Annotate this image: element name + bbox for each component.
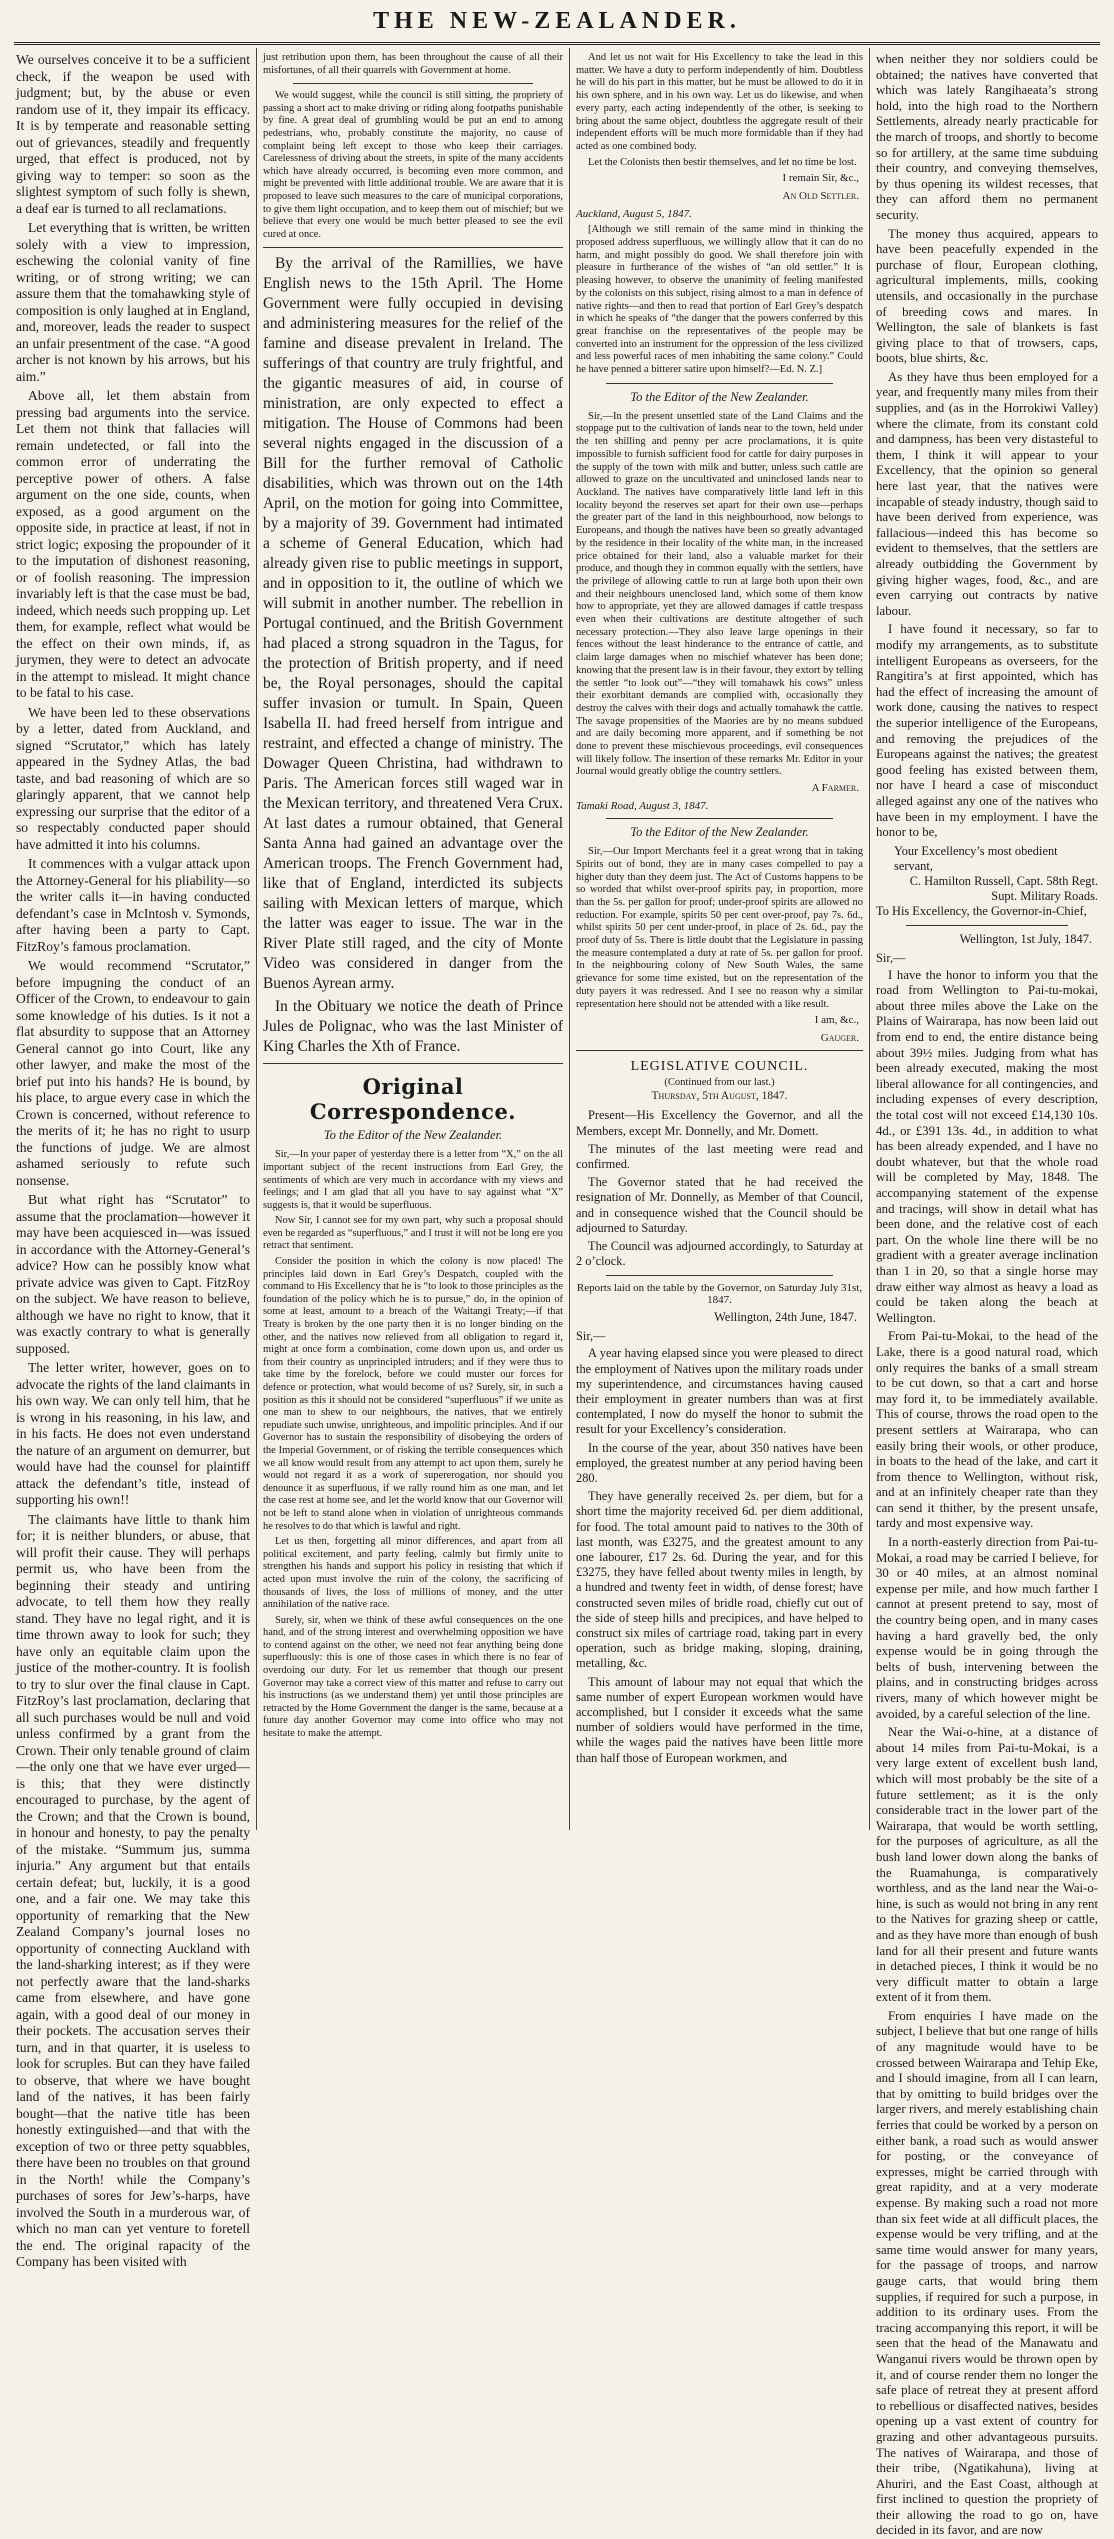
letter-paragraph: Let the Colonists then bestir themselves, and let no time be lost. bbox=[588, 156, 857, 168]
editorial-paragraph: But what right has “Scrutator” to assume that the proclamation—however it may have been acquiesced in—was issued in accordance with the Attorney-General’s advice? How can he possibly know what private advice was given to Capt. FitzRoy on the subject. We have reason to believe, although we have no right to know, that it was exactly contrary to what is generally supposed. bbox=[16, 1192, 250, 1356]
section-divider bbox=[606, 818, 833, 819]
council-paragraph: The Governor stated that he had received the resignation of Mr. Donnelly, as Member of that Council, and in consequence wished that the Council should be adjourned to Saturday. bbox=[576, 1175, 863, 1235]
section-divider bbox=[263, 247, 563, 248]
report-paragraph: I have the honor to inform you that the road from Wellington to Pai-tu-mokai, about three miles above the Lake on the Plains of Wairarapa, has now been laid out from end to end, the entire distance being about 39½ miles. Judging from what has been already executed, making the most liberal allowance for all contingencies, and including expenses of every description, the total cost will not exceed £14,130 10s. 4d., or £391 13s. 4d., in addition to what has been already expended, and I have no doubt whatever, but that the whole road will be completed by May, 1848. The accompanying statement of the expense and tracings, will show in detail what has been done, and the relative cost of each part. On the whole line there will be no gradient with a greater average inclination than 1 in 20, so that a single horse may draw either way almost as heavy a load as could be taken along the beach at Wellington. bbox=[876, 967, 1098, 1325]
report-paragraph: As they have thus been employed for a year, and frequently many miles from their supplies, and (as in the Horrokiwi Valley) where the climate, from its constant cold and dampness, has been very distasteful to them, I think it will appear to your Excellency, that the opinion so general here last year, that the natives were incapable of steady industry, though said to have been derived from experience, was fallacious—indeed this has become so evident to themselves, that the settlers are already outbidding the Government by giving higher wages, food, &c., and are even carrying out contracts by native labour. bbox=[876, 369, 1099, 618]
report-paragraph: In the course of the year, about 350 natives have been employed, the greatest number at any period having been 280. bbox=[576, 1440, 863, 1485]
masthead bbox=[10, 0, 1104, 42]
notice-paragraph: We would suggest, while the council is still sitting, the propriety of passing a short act to make driving or riding along footpaths punishable by fine. A great deal of grumbling would be put an end to among pedestrians, who, probably constitute the majority, no cause of complaint being left except to those who keep their carriages. Carelessness of driving about the streets, in spite of the many accidents which have already occurred, is becoming even more common, and might be prevented with little additional trouble. We are aware that it is proposed to leave such measures to the care of municipal corporations, to give them light occupation, and to keep them out of mischief; but we believe that every one would be much better pleased to see the evil cured at once. bbox=[263, 90, 563, 240]
report-paragraph: From enquiries I have made on the subject, I believe that but one range of hills of any magnitude would have to be crossed between Wairarapa and Tehip Eke, and I should imagine, from all I can learn, that by omitting to build bridges over the larger rivers, and merely establishing chain ferries that could be worked by a person on either bank, a road such as would answer for posting, or the conveyance of expresses, might be carried through with great rapidity, and at a very moderate expense. By making such a road not more than six feet wide at all difficult places, the expense would be very trifling, and at the same time would answer for many years, for the passage of troops, and narrow gauge carts, that would bring them supplies, if required for such a purpose, in addition to its ordinary uses. From the tracing accompanying this report, it will be seen that the head of the Manawatu and Wanganui rivers would be thrown open by it, and of course render them no longer the safe place of retreat they at present afford to rebellious or disaffected natives, besides opening up a vast extent of country for grazing and other advantageous pursuits. The natives of Wairarapa, and those of their tribe, (Ngatikahuna), living at Ahuriri, and the East Coast, although at first inclined to question the propriety of their allowing the road to go on, have decided in its favor, and are now bbox=[876, 2008, 1098, 2538]
letter-signature: Gauger. bbox=[820, 1032, 859, 1045]
letter-paragraph: Now Sir, I cannot see for my own part, why such a proposal should even be regarded as “superfluous,” and I trust it will not be long ere you retract that sentiment. bbox=[263, 1215, 563, 1252]
editorial-paragraph: Let everything that is written, be written solely with a view to impression, eschewing the colonial vanity of fine writing, or of strong writing; we can assure them that the tomahawking style of composition is only laughed at in England, and, moreover, leads the reader to suspect an unfair presentment of the case. “A good archer is not known by his arrows, but his aim.” bbox=[16, 220, 250, 384]
section-divider bbox=[263, 1063, 563, 1064]
letter-closing: I remain Sir, &c., bbox=[782, 172, 859, 185]
report-addressee: To His Excellency, the Governor-in-Chief, bbox=[876, 903, 1087, 918]
correspondence-letter bbox=[263, 1149, 563, 1740]
editorial-paragraph: Above all, let them abstain from pressing bad arguments into the service. Let them not think that fallacies will remain undetected, or fall into the common error of underrating the perceptive power of others. A false argument on the one side, counts, when exposed, as a good argument on the opposite side, in practice at least, if not in strict logic; exposing the propounder of it to the imputation of dishonest reasoning, or of foolish reasoning. The impression invariably left is that the case must be bad, indeed, which needs such propping up. Let them, for example, reflect what would be the effect on their own minds, if, as jurymen, they were to detect an advocate in the attempt to mislead. It might chance to be fatal to his case. bbox=[16, 388, 250, 700]
report-paragraph: This amount of labour may not equal that which the same number of expert European workmen would have accomplished, but I consider it exceeds what the same number of soldiers would have performed in the time, while the wages paid the natives have been little more than half those of European workmen, and bbox=[576, 1674, 863, 1765]
council-date: Thursday, 5th August, 1847. bbox=[651, 1090, 788, 1103]
council-subheading: (Continued from our last.) bbox=[664, 1077, 775, 1089]
column-3 bbox=[570, 48, 870, 1830]
council-report bbox=[576, 1108, 863, 1269]
masthead-title: THE NEW-ZEALANDER. bbox=[373, 7, 741, 34]
masthead-rule bbox=[14, 42, 1100, 45]
letter-heading: To the Editor of the New Zealander. bbox=[630, 825, 809, 840]
editorial-paragraph: We would recommend “Scrutator,” before impugning the conduct of an Officer of the Crown, to endeavour to gain some knowledge of his duties. Is it not a flat absurdity to suppose that an Attorney General cannot go into Court, like any other lawyer, and make the most of the brief put into his hands? He is bound, by his place, to argue every case in which the Crown is concerned, without reference to the merits of it; he has no right to usurp the functions of judge. We are almost ashamed seriously to refute such nonsense. bbox=[16, 958, 250, 1188]
report-paragraph: From Pai-tu-Mokai, to the head of the Lake, there is a good natural road, which only requires the banks of a small stream to be cut down, so that a cart and horse may ford it, to be immediately available. This of course, throws the road open to the present settlers at Wairarapa, who can easily bring their wools, or other produce, in boats to the head of the lake, and cart it from thence to Wellington, without risk, and at an infinitely cheaper rate than they can send it thither, by the present unsafe, tardy and most expensive way. bbox=[876, 1329, 1098, 1531]
editorial-paragraph: It commences with a vulgar attack upon the Attorney-General for his pliability—so the writer calls it—in having conducted defendant’s case in McIntosh v. Symonds, after having been a party to Capt. FitzRoy’s famous proclamation. bbox=[16, 856, 250, 954]
report-dateline: Wellington, 24th June, 1847. bbox=[714, 1310, 857, 1325]
editor-note: [Although we still remain of the same mind in thinking the proposed address superfluous, we willingly allow that it can do no harm, and might possibly do good. We shall therefore join with pleasure in furtherance of the wishes of “an old settler.” It is pleasing however, to observe the unanimity of feeling manifested by the colonists on this subject, rising almost to a man in defence of native rights—and then to read that portion of Earl Grey’s despatch in which he speaks of “the danger that the powers conferred by this great franchise on the representatives of the people may be converted into an instrument for the oppression of the less civilized and less powerful races of men inhabiting the same colony.” Could he have penned a bitterer satire upon himself?—Ed. N. Z.] bbox=[576, 224, 863, 376]
editorial-continuation bbox=[263, 52, 563, 77]
letter-dateline: Tamaki Road, August 3, 1847. bbox=[576, 800, 709, 813]
letter-dateline: Auckland, August 5, 1847. bbox=[576, 208, 692, 221]
report-paragraph: Near the Wai-o-hine, at a distance of about 14 miles from Pai-tu-Mokai, is a very large extent of excellent bush land, which will most probably be the site of a future settlement; as it is the only considerable tract in the lower part of the Wairarapa, that would be worth settling, for the purposes of agriculture, as all the bush land lower down along the banks of the Ruamahunga, is comparatively worthless, and as the land near the Wai-o-hine, is such as would not bring in any rent to the Natives for grazing sheep or cattle, and as they have more than enough of bush land for all their present and future wants in detached pieces, I think it would be no very difficult matter to obtain a large extent of it from them. bbox=[876, 1725, 1098, 2005]
editorial-article bbox=[16, 52, 250, 2271]
editorial-paragraph: The claimants have little to thank him for; it is neither blunders, or abuse, that will profit their cause. They will perhaps permit us, who have been from the beginning their steady and untiring advocate, to tell them how they really stand. They have no legal right, and it is time thrown away to look for such; they have only an equitable claim upon the justice of the mother-country. It is foolish to try to slur over the final clause in Capt. FitzRoy’s last proclamation, declaring that all such purchases would be null and void unless confirmed by a grant from the Crown. Their only tenable ground of claim—the only one that we have ever urged—is this; that they were distinctly encouraged to purchase, by the agent of the Crown; and that the Crown is bound, in honour and honesty, to pay the penalty of the mistake. “Summum jus, summa injuria.” Any argument but that entails certain defeat; but, luckily, it is a good one, and a fair one. We may take this opportunity of remarking that the New Zealand Company’s journal loses no opportunity of connecting Auckland with the land-sharking interest; as if they were not perfectly aware that the land-sharks came from elsewhere, and have gone again, with a good deal of our money in their pockets. The accusation serves their turn, and in that quarter, it is useless to look for scruples. But can they have failed to observe, that where we have bought land of the natives, it has been fairly bought—that the native title has been honestly extinguished—and that with the exception of two or three petty squabbles, there have been no troubles on that ground in the North! while the Company’s purchases of sores for Jew’s-harps, have involved the South in a murderous war, of which no man can yet venture to foretell the end. The original rapacity of the Company has been visited with bbox=[16, 1511, 250, 2269]
council-paragraph: Present—His Excellency the Governor, and all the Members, except Mr. Donnelly, and Mr. Domett. bbox=[576, 1108, 863, 1138]
report-salutation: Sir,— bbox=[876, 950, 906, 965]
column-1 bbox=[10, 48, 257, 2269]
letter-signature: An Old Settler. bbox=[782, 190, 859, 203]
news-paragraph: By the arrival of the Ramillies, we have English news to the 15th April. The Home Government were fully occupied in devising and administering measures for the relief of the famine and disease prevalent in Ireland. The sufferings of that country are truly frightful, and the gigantic measures of aid, in course of ministration, are only expected to effect a mitigation. The House of Commons had been several nights engaged in the discussion of a Bill for the further removal of Catholic disabilities, which was thrown out on the 14th April, on the motion for going into Committee, by a majority of 39. Government had intimated a scheme of General Education, which had already given rise to public meetings in support, and in opposition to it, the outline of which we will submit in another number. The rebellion in Portugal continued, and the British Government had placed a strong squadron in the Tagus, for the protection of British property, and if need be, the Royal personages, should the capital suffer invasion or tumult. In Spain, Queen Isabella II. had freed herself from intrigue and restraint, and effected a change of ministry. The Dowager Queen Christina, had withdrawn to Paris. The American forces still waged war in the Mexican territory, and threatened Vera Crux. At last dates a rumour obtained, that General Santa Anna had gained an advantage over the American troops. The French Government had, like that of England, interdicted its subjects sailing with Mexican letters of marque, which the latter was eager to issue. The war in the River Plate still raged, and the city of Monte Video was considered in danger from the Buenos Ayrean army. bbox=[263, 255, 563, 993]
columns bbox=[10, 48, 1104, 2538]
letter-paragraph: Let us then, forgetting all minor differences, and apart from all political excitement, and party feeling, calmly but firmly unite to strengthen his hands and support his policy in resisting that which if acted upon must involve the ruin of the colony, the sacrificing of thousands of lives, the loss of millions of money, and the utter annihilation of the native race. bbox=[263, 1536, 563, 1611]
section-divider bbox=[293, 83, 533, 84]
news-paragraph: In the Obituary we notice the death of Prince Jules de Polignac, who was the last Minister of King Charles the Xth of France. bbox=[263, 998, 563, 1056]
editorial-paragraph: We ourselves conceive it to be a sufficient check, if the weapon be used with judgment; but, by the abuse or even random use of it, they impair its efficacy. It is by temperate and reasonable setting out of grievances, steadily and frequently urged, that effect is produced, not by giving way to temper: so soon as the slightest symptom of such folly is shewn, a deaf ear is turned to all reclamations. bbox=[16, 52, 250, 216]
report-closing: Your Excellency’s most obedient servant, bbox=[894, 843, 1058, 873]
letter-signature: A Farmer. bbox=[811, 782, 859, 795]
report-paragraph: They have generally received 2s. per diem, but for a short time the majority received 6d. per diem additional, for food. The total amount paid to natives to the 30th of last month, was £3275, and the greatest amount to any one labourer, £17 2s. 6d. During the year, and for this £3275, they have felled about twenty miles in length, by a hundred and twenty feet in width, of dense forest; have constructed seven miles of bridle road, chiefly cut out of the side of steep hills and precipices, and have helped to construct six miles of cartriage road, taking part in every operation, such as bridge making, sloping, draining, metalling, &c. bbox=[576, 1489, 863, 1671]
section-divider bbox=[606, 1275, 833, 1276]
section-divider bbox=[576, 1050, 863, 1051]
letter-closing: I am, &c., bbox=[814, 1014, 859, 1027]
military-roads-report bbox=[576, 1346, 863, 1765]
letter-continuation bbox=[576, 52, 863, 169]
english-news-article bbox=[263, 254, 563, 1057]
report-paragraph: A year having elapsed since you were pleased to direct the employment of Natives upon the military roads under my superintendence, and circumstances having caused their employment in greater numbers than was at first contemplated, I now do myself the honor to submit the result for your Excellency’s consideration. bbox=[576, 1346, 863, 1437]
report-paragraph: In a north-easterly direction from Pai-tu-Mokai, a road may be carried I believe, for 30 or 40 miles, at an almost nominal expense per mile, and how much farther I cannot at present pretend to say, most of the country being open, and in many cases having a hard gravelly bed, the only expense would be in going through the belts of bush, intervening between the plains, and in constructing bridges across rivers, many of which however might be avoided, by a careful selection of the line. bbox=[876, 1535, 1098, 1721]
column-2 bbox=[257, 48, 570, 1830]
report-salutation: Sir,— bbox=[576, 1329, 606, 1344]
letter-paragraph: Sir,—Our Import Merchants feel it a great wrong that in taking Spirits out of bond, they are in many cases compelled to pay a higher duty than they deem just. The Act of Customs happens to be so worded that whilst over-proof spirits pay, in proportion, more than the 5s. per gallon for proof; under-proof spirits are allowed no reduction. For example, spirits 50 per cent over-proof, pay 7s. 6d., whilst spirits 50 per cent under-proof, in place of 2s. 6d., pay the proof duty of 5s. There is little doubt that the Legislature in passing the measure contemplated a duty at rate of 5s. per gallon for proof. In the neighbouring colony of New South Wales, the same grievance for some time existed, but on the representation of the duty payers it was redressed. And I see no reason why a similar representation here should not be attended with a like result. bbox=[576, 846, 863, 1010]
letter-paragraph: Sir,—In the present unsettled state of the Land Claims and the stoppage put to the cultivation of lands near to the town, held under the ten shilling and penny per acre proclamations, it is quite impossible to furnish sufficient food for cattle for dairy purposes in the supply of the town with milk and butter, unless such cattle are allowed to graze on the uncultivated and uninclosed lands near to Auckland. The natives have comparatively little land left in this locality beyond the reserves set apart for their own use—perhaps the greater part of the land in this neighbourhood, now belongs to Europeans, and though the natives have been so greatly advantaged by the residence in their locality of the white man, in the increased price obtained for their land, also a valuable market for their produce, and though they in common equally with the settlers, have the privilege of allowing cattle to run at large both upon their own and their neighbours unenclosed land, which some of them know how to appropriate, yet they are allowed damages if cattle trespass even when their cultivations are destitute altogether of such necessary protection.—They also leave large openings in their fences without the least hinderance to the entrance of cattle, and claim large damages when no mischief whatever has been done; knowing that the present law is in their favour, they extort by telling the settler “to look out”—“they will tomahawk his cows” unless their exorbitant demands are complied with, occasionally they destroy the calves with their dogs and actually tomahawk the cattle. The savage propensities of the Maories are by no means subdued and are daily becoming more apparent, and if something be not done to prevent these mischievous proceedings, evil consequences will likely follow. The insertion of these remarks Mr. Editor in your Journal would greatly oblige the country settlers. bbox=[576, 410, 863, 778]
council-paragraph: The minutes of the last meeting were read and confirmed. bbox=[576, 1141, 863, 1171]
report-signature: C. Hamilton Russell, Capt. 58th Regt. bbox=[909, 873, 1098, 888]
letter-paragraph: Sir,—In your paper of yesterday there is a letter from “X,” on the all important subject of the recent instructions from Earl Grey, the sentiments of which are very much in accordance with my views and feelings; and I am glad that all you have to say against what “X” suggests is, that it would be superfluous. bbox=[263, 1149, 563, 1211]
correspondence-heading: Original Correspondence. bbox=[309, 1074, 517, 1125]
letter-paragraph: Consider the position in which the colony is now placed! The principles laid down in Earl Grey’s Despatch, coupled with the command to His Excellency that he is “to look to those principles as the foundation of the policy which he is to pursue,” do, in the opinion of some at least, amount to a breach of the Waitangi Treaty;—if that Treaty is broken by the one party then it is no longer binding on the other, and the natives now relieved from all obligation to regard it, might at once form a combination, come down upon us, and order us from their country as unprincipled intruders; and if they were thus to take time by the forelock, before we could muster our forces for defence or protection, what would become of us? Surely, sir, in such a position as this it should not be considered “superfluous” if we unite as one man to shew to our neighbours, the natives, that we entirely repudiate such unwise, unrighteous, and impolitic principles. And if our Governor has to sustain the responsibility of disobeying the orders of the Imperial Government, or of risking the terrible consequences which we all know would result from any attempt to act upon them, surely he would not regard it as a work of supererogation, nor should you denounce it as superfluous, if we rally round him as one man, and let the case rest at home see, and let the world know that our Governor will not be left to stand alone when in violation of unrighteous commands he resolves to do that which is lawful and right. bbox=[263, 1256, 563, 1532]
report-signatory-title: Supt. Military Roads. bbox=[991, 888, 1098, 903]
council-paragraph: The Council was adjourned accordingly, to Saturday at 2 o’clock. bbox=[576, 1238, 863, 1269]
editorial-paragraph: We have been led to these observations by a letter, dated from Auckland, and signed “Scrutator,” which has lately appeared in the Sydney Atlas, the bad taste, and bad reasoning of which are so glaringly apparent, that we cannot help expressing our surprise that the editor of a so respectably conducted paper should have admitted it into his columns. bbox=[16, 704, 250, 852]
letter-paragraph: Surely, sir, when we think of these awful consequences on the one hand, and of the strong interest and overwhelming opposition we have to contend against on the other, we need not fear anything being done superfluously: this is one of those cases in which there is no fear of overdoing our duty. For let us remember that though our present Governor may take a correct view of this matter and refuse to carry out his instructions (as we understand them) yet until those principles are retracted by the Home Government the danger is the same, because at a future day another Governor may come into office who may not hesitate to make the attempt. bbox=[263, 1614, 563, 1740]
report-paragraph: when neither they nor soldiers could be obtained; the natives have converted that which was lately Rangihaeata’s strong hold, into the high road to the Northern Settlements, already nearly practicable for the march of troops, and shortly to become so for artillery, at the same time subduing their country, and conveying themselves, by thus opening its wildest recesses, that they can afford them no permanent security. bbox=[876, 52, 1098, 222]
footpath-notice bbox=[263, 90, 563, 241]
letter-paragraph: And let us not wait for His Excellency to take the lead in this matter. We have a duty to perform independently of him. Doubtless he will do his part in this matter, but he must be allowed to do it in his own sphere, and in his own way. Let us do likewise, and when every party, each acting independently of the other, is seeking to bring about the same object, doubtless the aggregate result of their independent efforts will be much more formidable than if they had acted as one combined body. bbox=[576, 52, 863, 152]
wairarapa-road-report bbox=[876, 968, 1098, 2539]
reports-note: Reports laid on the table by the Governor, on Saturday July 31st, 1847. bbox=[576, 1282, 863, 1307]
editorial-paragraph: The letter writer, however, goes on to advocate the rights of the land claimants in his own way. We can only tell him, that he is wrong in his reasoning, in his law, and in his facts. He does not even understand the nature of an argument on demurrer, but would have had the counsel for plaintiff attack the defendant’s title, instead of supporting his own!! bbox=[16, 1360, 250, 1507]
section-divider bbox=[606, 383, 833, 384]
letter-heading: To the Editor of the New Zealander. bbox=[630, 389, 809, 404]
column-4 bbox=[870, 48, 1104, 2538]
section-divider bbox=[906, 925, 1068, 926]
report-paragraph: I have found it necessary, so far to modify my arrangements, as to substitute intelligent Europeans as overseers, for the Rangitira’s at first appointed, which has had the effect of increasing the amount of work done, causing the natives to respect the superior intelligence of the Europeans, and removing the prejudices of the Europeans against the natives; the greatest good feeling has existed between them, nor have I heard a case of misconduct alleged against any one of the natives who have been in my employment. I have the honor to be, bbox=[876, 622, 1098, 840]
report-dateline: Wellington, 1st July, 1847. bbox=[959, 931, 1092, 946]
correspondence-subheading: To the Editor of the New Zealander. bbox=[323, 1128, 503, 1143]
report-continuation bbox=[876, 52, 1098, 841]
council-heading: LEGISLATIVE COUNCIL. bbox=[630, 1059, 809, 1075]
report-paragraph: The money thus acquired, appears to have been peacefully expended in the purchase of flour, European clothing, agricultural implements, mills, cooking utensils, and occasionally in the purchase of breeding cows and mares. In Wellington, the sale of blankets is fast giving place to that of trowsers, caps, boots, blue shirts, &c. bbox=[876, 226, 1098, 366]
editorial-paragraph: just retribution upon them, has been throughout the cause of all their misfortunes, of all their quarrels with Government at home. bbox=[263, 52, 563, 76]
